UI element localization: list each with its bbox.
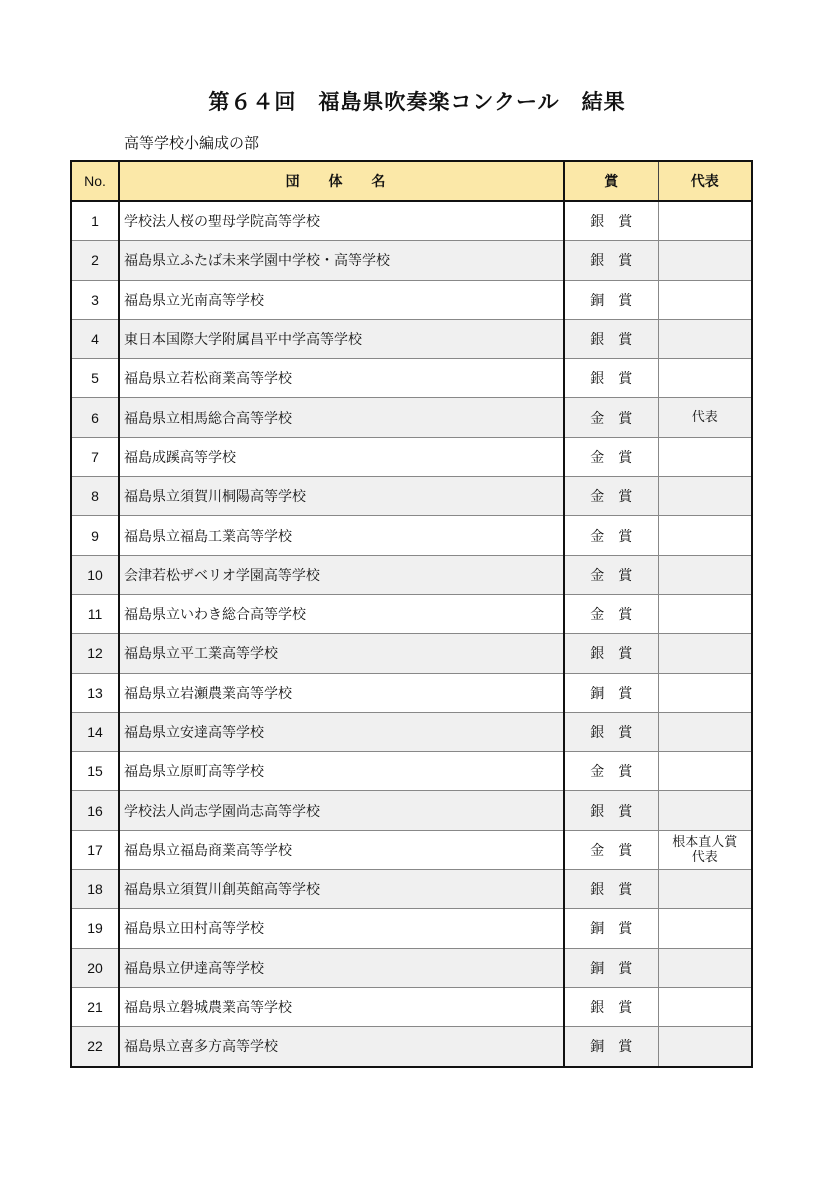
table-row xyxy=(71,241,752,280)
award-cell: 銀 賞 xyxy=(564,359,658,398)
school-name: 東日本国際大学附属昌平中学高等学校 xyxy=(119,319,564,358)
table-body xyxy=(71,201,752,1067)
award-cell: 銅 賞 xyxy=(564,673,658,712)
representative-cell xyxy=(658,948,752,987)
school-name: 学校法人桜の聖母学院高等学校 xyxy=(119,201,564,241)
table-row xyxy=(71,870,752,909)
school-name: 福島県立須賀川創英館高等学校 xyxy=(119,870,564,909)
school-name: 福島県立相馬総合高等学校 xyxy=(119,398,564,437)
row-number: 6 xyxy=(71,398,119,437)
school-name: 福島県立若松商業高等学校 xyxy=(119,359,564,398)
representative-cell xyxy=(658,319,752,358)
school-name: 福島県立平工業高等学校 xyxy=(119,634,564,673)
table-row xyxy=(71,359,752,398)
representative-label: 代表 xyxy=(691,410,718,426)
table-row xyxy=(71,752,752,791)
school-name: 福島県立いわき総合高等学校 xyxy=(119,594,564,633)
table-row xyxy=(71,791,752,830)
representative-label: 根本直人賞 xyxy=(672,834,738,850)
school-name: 福島県立原町高等学校 xyxy=(119,752,564,791)
award-cell: 金 賞 xyxy=(564,437,658,476)
table-row xyxy=(71,673,752,712)
award-cell: 金 賞 xyxy=(564,398,658,437)
representative-cell xyxy=(658,987,752,1026)
table-row xyxy=(71,594,752,633)
row-number: 10 xyxy=(71,555,119,594)
representative-cell xyxy=(658,791,752,830)
representative-cell xyxy=(658,516,752,555)
header-award: 賞 xyxy=(564,161,658,201)
header-no: No. xyxy=(71,161,119,201)
award-cell: 金 賞 xyxy=(564,555,658,594)
table-row xyxy=(71,398,752,437)
school-name: 福島県立田村高等学校 xyxy=(119,909,564,948)
representative-cell xyxy=(658,477,752,516)
school-name: 福島県立岩瀬農業高等学校 xyxy=(119,673,564,712)
award-cell: 金 賞 xyxy=(564,516,658,555)
table-row xyxy=(71,319,752,358)
row-number: 22 xyxy=(71,1027,119,1067)
division-subtitle: 高等学校小編成の部 xyxy=(124,134,260,152)
school-name: 福島県立ふたば未来学園中学校・高等学校 xyxy=(119,241,564,280)
table-row xyxy=(71,437,752,476)
award-cell: 銀 賞 xyxy=(564,201,658,241)
row-number: 20 xyxy=(71,948,119,987)
representative-cell xyxy=(658,1027,752,1067)
award-cell: 銅 賞 xyxy=(564,909,658,948)
table-row xyxy=(71,634,752,673)
page-title: 第６４回 福島県吹奏楽コンクール 結果 xyxy=(208,90,626,114)
row-number: 21 xyxy=(71,987,119,1026)
representative-cell xyxy=(658,830,752,869)
representative-cell xyxy=(658,634,752,673)
award-cell: 銀 賞 xyxy=(564,791,658,830)
row-number: 2 xyxy=(71,241,119,280)
table-row xyxy=(71,987,752,1026)
header-name: 団 体 名 xyxy=(119,161,564,201)
award-cell: 金 賞 xyxy=(564,830,658,869)
row-number: 9 xyxy=(71,516,119,555)
row-number: 8 xyxy=(71,477,119,516)
table-row xyxy=(71,830,752,869)
award-cell: 銀 賞 xyxy=(564,241,658,280)
representative-cell xyxy=(658,752,752,791)
row-number: 4 xyxy=(71,319,119,358)
table-row xyxy=(71,712,752,751)
representative-cell xyxy=(658,909,752,948)
row-number: 12 xyxy=(71,634,119,673)
row-number: 13 xyxy=(71,673,119,712)
school-name: 学校法人尚志学園尚志高等学校 xyxy=(119,791,564,830)
award-cell: 銅 賞 xyxy=(564,280,658,319)
representative-label: 代表 xyxy=(691,849,718,865)
school-name: 福島県立安達高等学校 xyxy=(119,712,564,751)
school-name: 福島県立福島商業高等学校 xyxy=(119,830,564,869)
representative-cell xyxy=(658,673,752,712)
row-number: 1 xyxy=(71,201,119,241)
representative-cell xyxy=(658,398,752,437)
row-number: 17 xyxy=(71,830,119,869)
school-name: 福島県立福島工業高等学校 xyxy=(119,516,564,555)
award-cell: 銀 賞 xyxy=(564,870,658,909)
school-name: 福島成蹊高等学校 xyxy=(119,437,564,476)
row-number: 5 xyxy=(71,359,119,398)
representative-cell xyxy=(658,870,752,909)
table-row xyxy=(71,909,752,948)
row-number: 11 xyxy=(71,594,119,633)
table-row xyxy=(71,201,752,241)
table-row xyxy=(71,280,752,319)
award-cell: 銀 賞 xyxy=(564,987,658,1026)
award-cell: 銅 賞 xyxy=(564,1027,658,1067)
school-name: 福島県立須賀川桐陽高等学校 xyxy=(119,477,564,516)
table-row xyxy=(71,477,752,516)
representative-cell xyxy=(658,241,752,280)
table-row xyxy=(71,555,752,594)
representative-cell xyxy=(658,437,752,476)
representative-cell xyxy=(658,712,752,751)
school-name: 福島県立伊達高等学校 xyxy=(119,948,564,987)
award-cell: 銀 賞 xyxy=(564,712,658,751)
school-name: 福島県立喜多方高等学校 xyxy=(119,1027,564,1067)
representative-cell xyxy=(658,555,752,594)
school-name: 福島県立磐城農業高等学校 xyxy=(119,987,564,1026)
table-row xyxy=(71,516,752,555)
table-row xyxy=(71,1027,752,1067)
table-row xyxy=(71,948,752,987)
award-cell: 金 賞 xyxy=(564,752,658,791)
award-cell: 金 賞 xyxy=(564,477,658,516)
row-number: 19 xyxy=(71,909,119,948)
row-number: 15 xyxy=(71,752,119,791)
header-representative: 代表 xyxy=(658,161,752,201)
award-cell: 金 賞 xyxy=(564,594,658,633)
representative-cell xyxy=(658,594,752,633)
award-cell: 銀 賞 xyxy=(564,634,658,673)
row-number: 14 xyxy=(71,712,119,751)
table-header-row xyxy=(71,161,752,201)
award-cell: 銅 賞 xyxy=(564,948,658,987)
row-number: 18 xyxy=(71,870,119,909)
school-name: 会津若松ザベリオ学園高等学校 xyxy=(119,555,564,594)
results-table xyxy=(70,160,753,1068)
row-number: 7 xyxy=(71,437,119,476)
award-cell: 銀 賞 xyxy=(564,319,658,358)
school-name: 福島県立光南高等学校 xyxy=(119,280,564,319)
row-number: 3 xyxy=(71,280,119,319)
representative-cell xyxy=(658,201,752,241)
row-number: 16 xyxy=(71,791,119,830)
representative-cell xyxy=(658,359,752,398)
representative-cell xyxy=(658,280,752,319)
